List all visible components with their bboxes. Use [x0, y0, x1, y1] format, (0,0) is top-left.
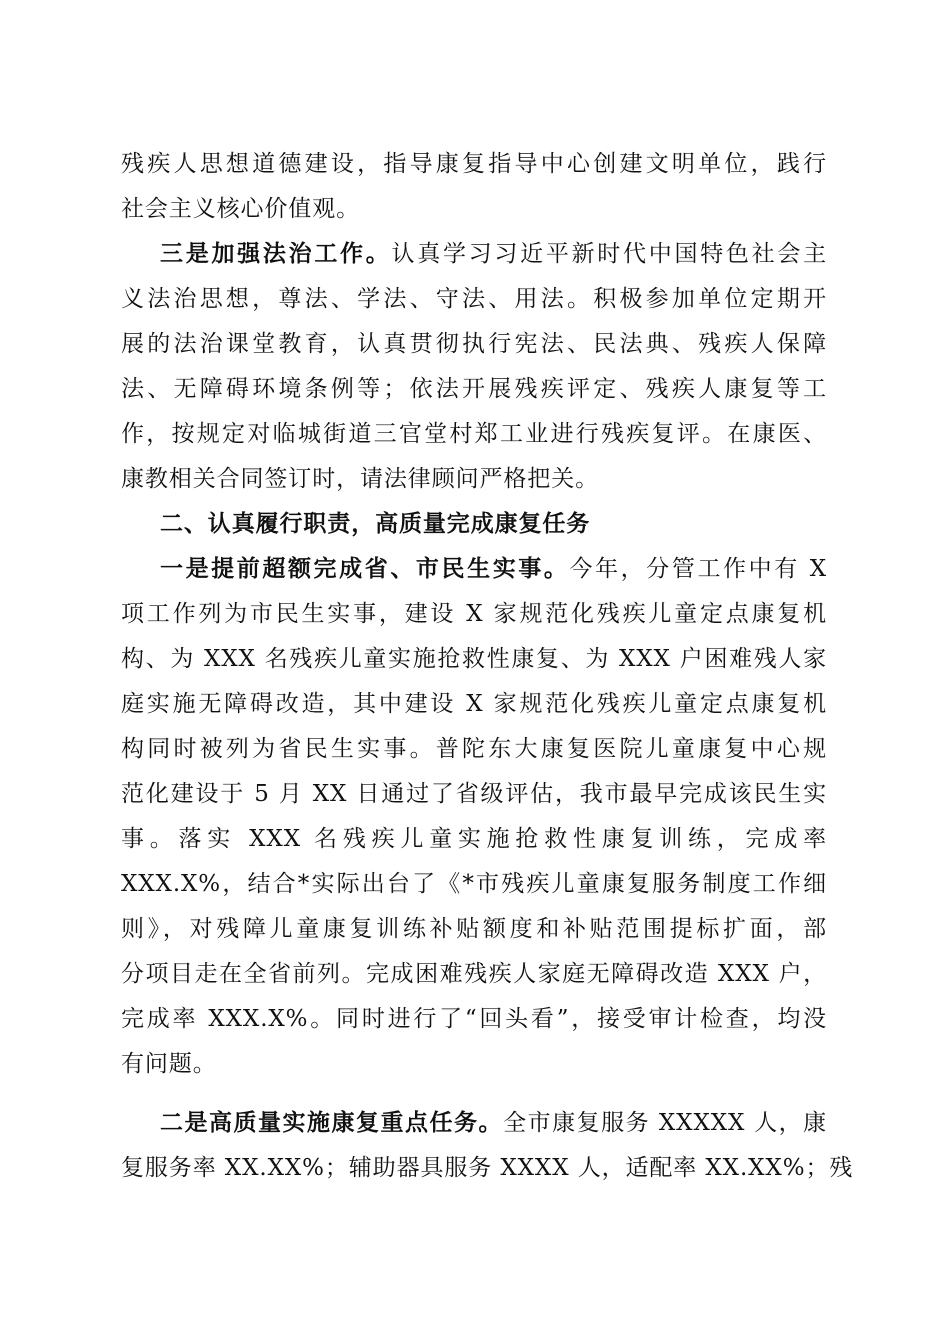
paragraph-lead: 二是高质量实施康复重点任务。	[160, 1110, 504, 1136]
paragraph-line: 事。落实 XXX 名残疾儿童实施抢救性康复训练，完成率	[121, 826, 827, 852]
paragraph-line: 分项目走在全省前列。完成困难残疾人家庭无障碍改造 XXX 户，	[121, 961, 827, 987]
paragraph-line: 构同时被列为省民生实事。普陀东大康复医院儿童康复中心规	[121, 736, 827, 762]
paragraph-line: 庭实施无障碍改造，其中建设 X 家规范化残疾儿童定点康复机	[121, 691, 827, 717]
paragraph-first-line	[160, 234, 827, 274]
paragraph-text: 全市康复服务 XXXXX 人，康	[503, 1110, 827, 1136]
paragraph-line: 义法治思想，尊法、学法、守法、用法。积极参加单位定期开	[121, 286, 827, 312]
paragraph-line: 残疾人思想道德建设，指导康复指导中心创建文明单位，践行	[121, 151, 827, 177]
paragraph-line: XXX.X%，结合*实际出台了《*市残疾儿童康复服务制度工作细	[121, 871, 827, 897]
paragraph-line: 作，按规定对临城街道三官堂村郑工业进行残疾复评。在康医、	[121, 421, 827, 447]
paragraph-text: 认真学习习近平新时代中国特色社会主	[391, 241, 827, 267]
paragraph-line: 康教相关合同签订时，请法律顾问严格把关。	[121, 466, 599, 492]
paragraph-first-line	[160, 1103, 827, 1143]
paragraph-lead: 三是加强法治工作。	[160, 241, 392, 267]
paragraph-line: 法、无障碍环境条例等；依法开展残疾评定、残疾人康复等工	[121, 376, 827, 402]
paragraph-lead: 一是提前超额完成省、市民生实事。	[160, 556, 570, 582]
paragraph-line: 有问题。	[121, 1051, 217, 1077]
paragraph-line: 范化建设于 5 月 XX 日通过了省级评估，我市最早完成该民生实	[121, 781, 827, 807]
paragraph-line: 项工作列为市民生实事，建设 X 家规范化残疾儿童定点康复机	[121, 601, 827, 627]
paragraph-line: 构、为 XXX 名残疾儿童实施抢救性康复、为 XXX 户困难残人家	[121, 646, 827, 672]
paragraph-line: 复服务率 XX.XX%；辅助器具服务 XXXX 人，适配率 XX.XX%；残	[121, 1155, 854, 1181]
paragraph-first-line	[160, 549, 827, 589]
paragraph-line: 完成率 XXX.X%。同时进行了“回头看”，接受审计检查，均没	[121, 1006, 827, 1032]
paragraph-line: 社会主义核心价值观。	[121, 196, 360, 222]
paragraph-line: 则》，对残障儿童康复训练补贴额度和补贴范围提标扩面，部	[121, 916, 827, 942]
paragraph-line: 展的法治课堂教育，认真贯彻执行宪法、民法典、残疾人保障	[121, 331, 827, 357]
section-heading: 二、认真履行职责，高质量完成康复任务	[160, 511, 591, 537]
paragraph-text: 今年，分管工作中有 X	[569, 556, 827, 582]
